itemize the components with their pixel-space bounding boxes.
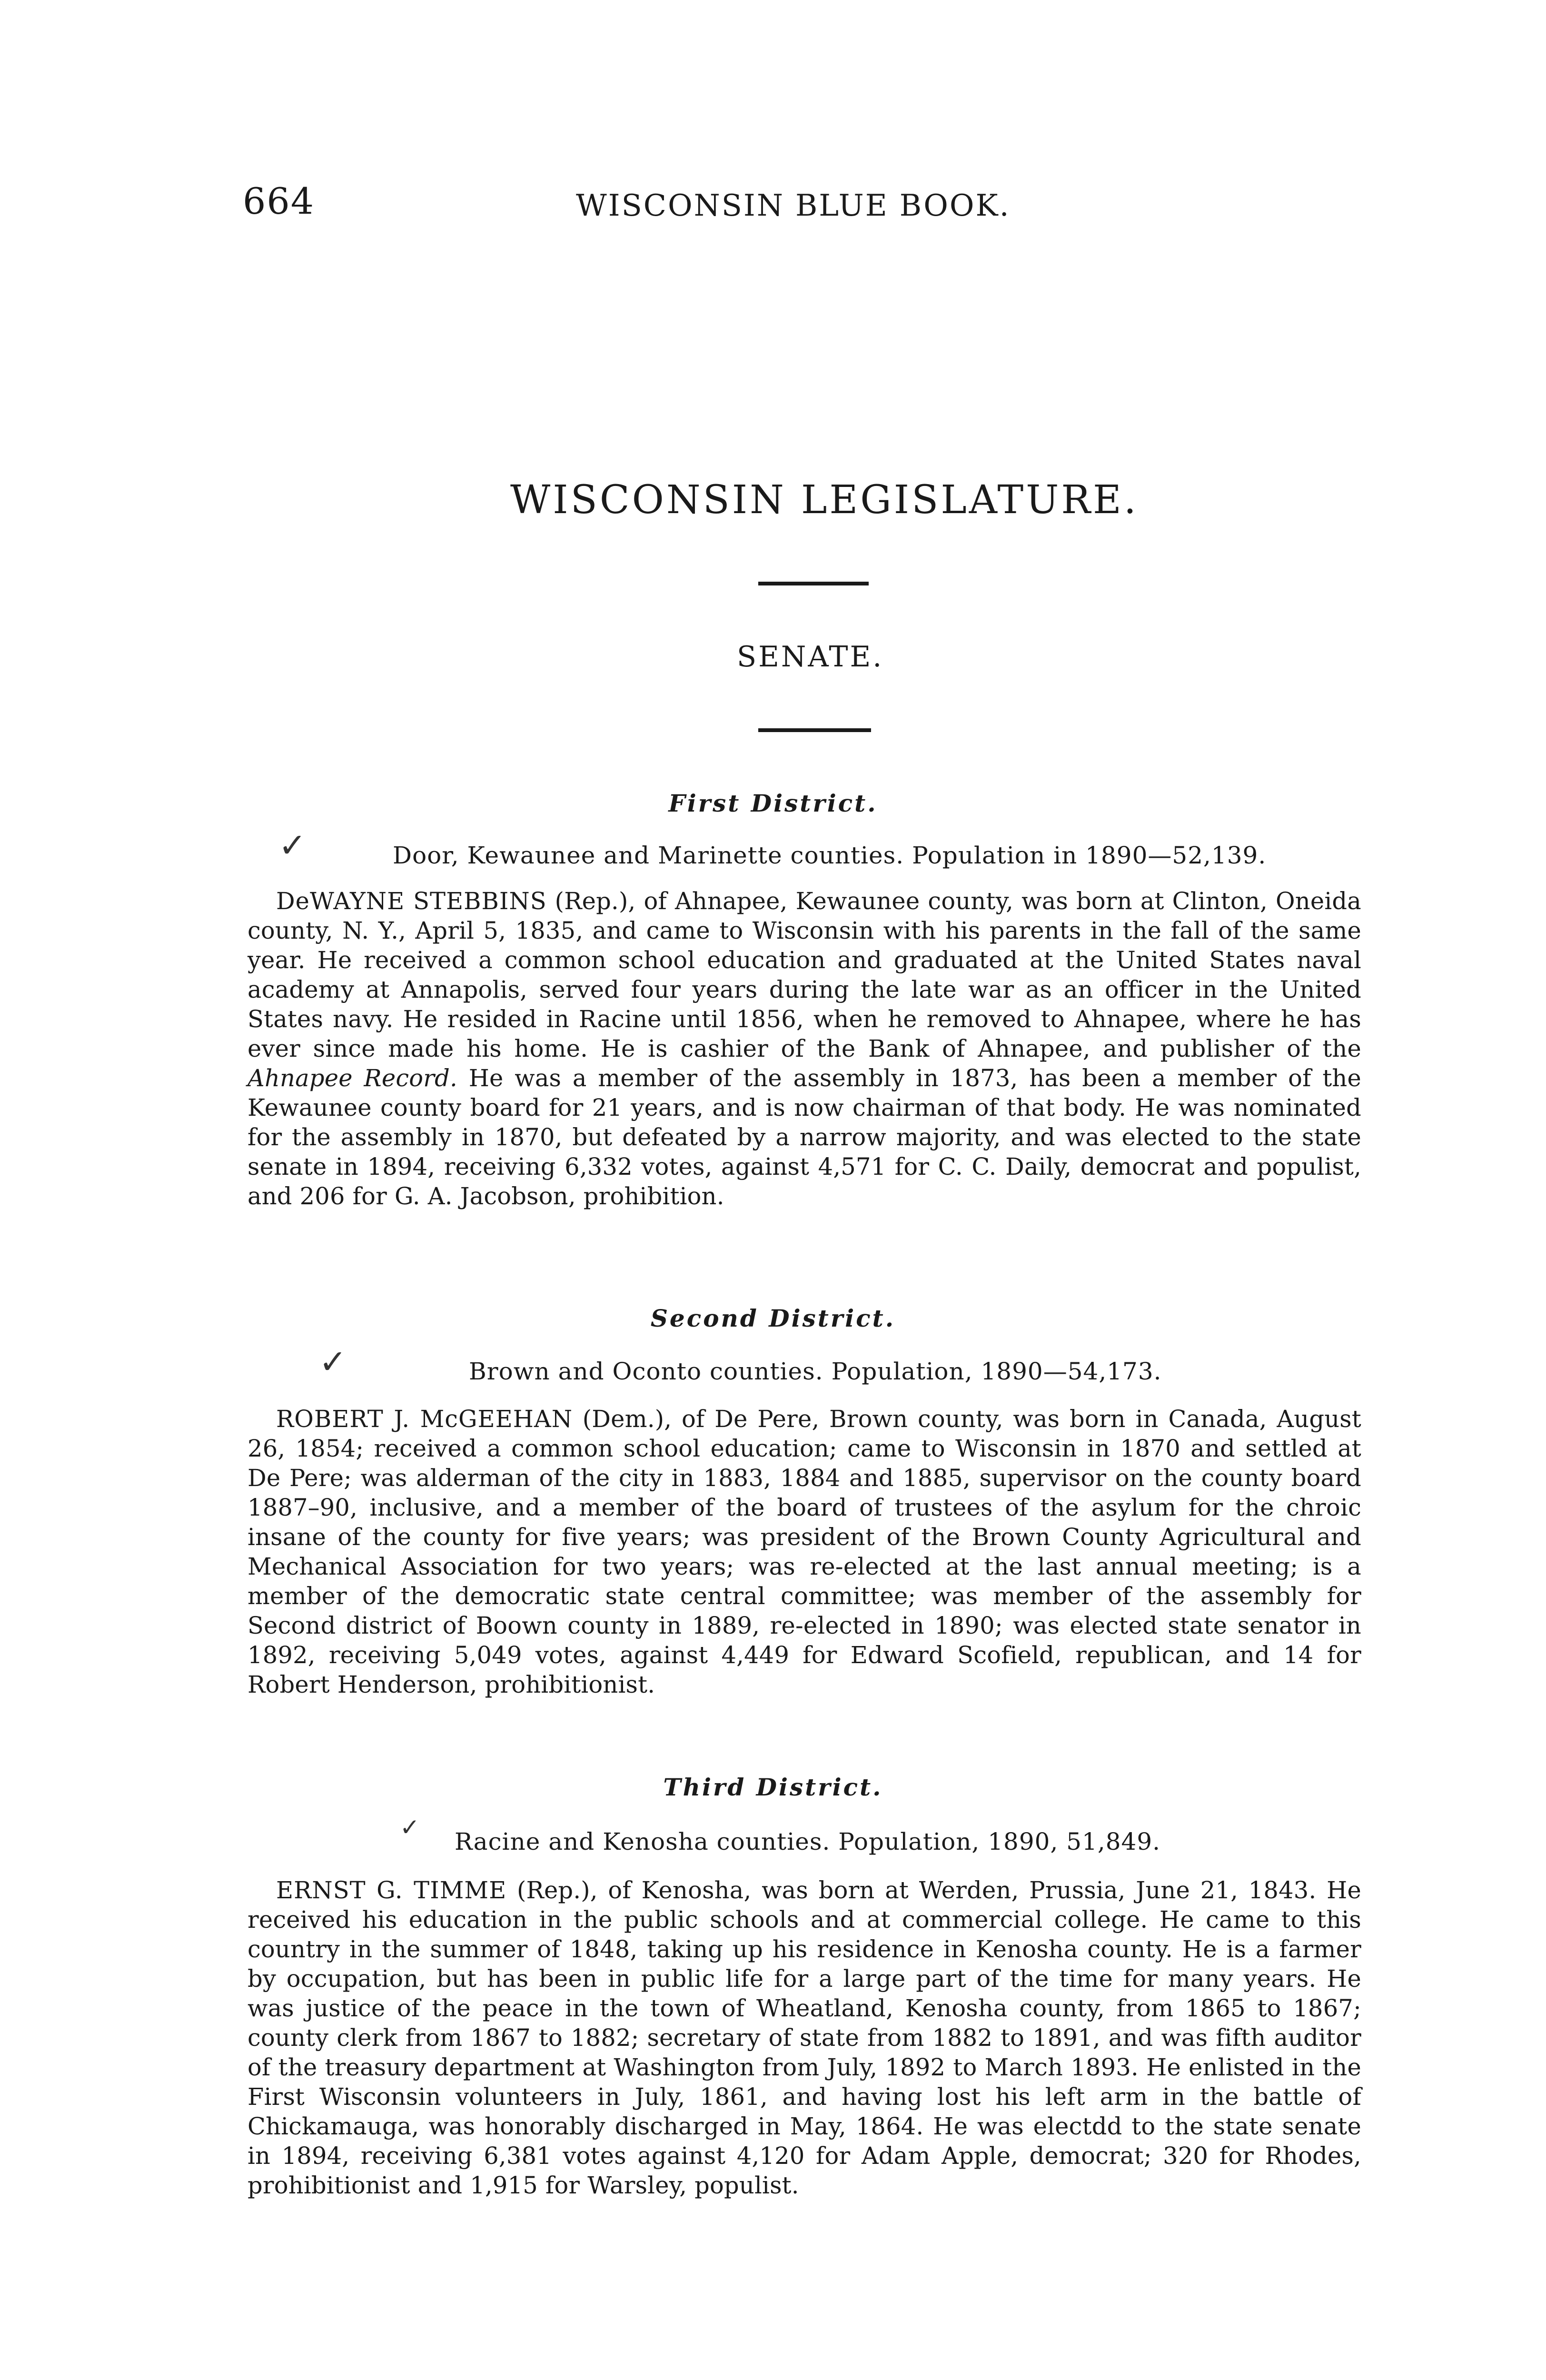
publication-title: Ahnapee Record.	[248, 1064, 457, 1092]
running-head: WISCONSIN BLUE BOOK.	[576, 188, 1011, 223]
divider-rule	[758, 582, 869, 585]
biography-paragraph	[248, 1404, 1361, 1699]
biography-text: (Dem.), of De Pere, Brown county, was born in Canada, August 26, 1854; received a common school education; came to Wisconsin in 1870 and settled at De Pere; was alderman of the city in 1883, 1884 and 1885, supervisor on the county board 1887–90, inclusive, and a member of the board of trustees of the asylum for the chroic insane of the county for five years; was president of the Brown County Agricultural and Mechanical Association for two years; was re-elected at the last annual meeting; is a member of the democratic state central committee; was member of the assembly for Second district of Boown county in 1889, re-elected in 1890; was elected state senator in 1892, receiving 5,049 votes, against 4,449 for Edward Scofield, republican, and 14 for Robert Henderson, prohibitionist.	[248, 1405, 1361, 1698]
senator-name: DeWAYNE STEBBINS	[276, 887, 547, 915]
page-number: 664	[243, 180, 315, 222]
district-counties: Door, Kewaunee and Marinette counties. Population in 1890—52,139.	[393, 842, 1267, 869]
biography-text: (Rep.), of Ahnapee, Kewaunee county, was born at Clinton, Oneida county, N. Y., April 5, 1835, and came to Wisconsin with his parents in the fall of the same year. He received a common school education and graduated at the United States naval academy at Annapolis, served four years during the late war as an officer in the United States navy. He resided in Racine until 1856, when he removed to Ahnapee, where he has ever since made his home. He is cashier of the Bank of Ahnapee, and publisher of the	[248, 887, 1361, 1062]
senator-name: ERNST G. TIMME	[276, 1876, 507, 1904]
divider-rule	[758, 728, 871, 732]
page-title: WISCONSIN LEGISLATURE.	[510, 477, 1139, 523]
senator-name: ROBERT J. McGEEHAN	[276, 1405, 573, 1433]
district-heading: First District.	[668, 789, 878, 817]
district-heading: Third District.	[663, 1773, 883, 1801]
biography-paragraph	[248, 886, 1361, 1211]
district-heading: Second District.	[650, 1304, 896, 1332]
biography-text: He was a member of the assembly in 1873, has been a member of the Kewaunee county board for 21 years, and is now chairman of that body. He was nominated for the assembly in 1870, but defeated by a narrow majority, and was elected to the state senate in 1894, receiving 6,332 votes, against 4,571 for C. C. Daily, democrat and populist, and 206 for G. A. Jacobson, prohibition.	[248, 1064, 1362, 1210]
section-heading: SENATE.	[737, 640, 884, 674]
district-counties: Racine and Kenosha counties. Population, 1890, 51,849.	[455, 1828, 1161, 1855]
district-counties: Brown and Oconto counties. Population, 1890—54,173.	[469, 1358, 1162, 1385]
check-mark-icon: ✓	[400, 1814, 420, 1841]
biography-text: (Rep.), of Kenosha, was born at Werden, Prussia, June 21, 1843. He received his education in the public schools and at commercial college. He came to this country in the summer of 1848, taking up his residence in Kenosha county. He is a farmer by occupation, but has been in public life for a large part of the time for many years. He was justice of the peace in the town of Wheatland, Kenosha county, from 1865 to 1867; county clerk from 1867 to 1882; secretary of state from 1882 to 1891, and was fifth auditor of the treasury department at Washington from July, 1892 to March 1893. He enlisted in the First Wisconsin volunteers in July, 1861, and having lost his left arm in the battle of Chickamauga, was honorably discharged in May, 1864. He was electdd to the state senate in 1894, receiving 6,381 votes against 4,120 for Adam Apple, democrat; 320 for Rhodes, prohibitionist and 1,915 for Warsley, populist.	[248, 1876, 1361, 2199]
check-mark-icon: ✓	[278, 826, 307, 865]
biography-paragraph	[248, 1875, 1361, 2200]
check-mark-icon: ✓	[319, 1342, 347, 1381]
